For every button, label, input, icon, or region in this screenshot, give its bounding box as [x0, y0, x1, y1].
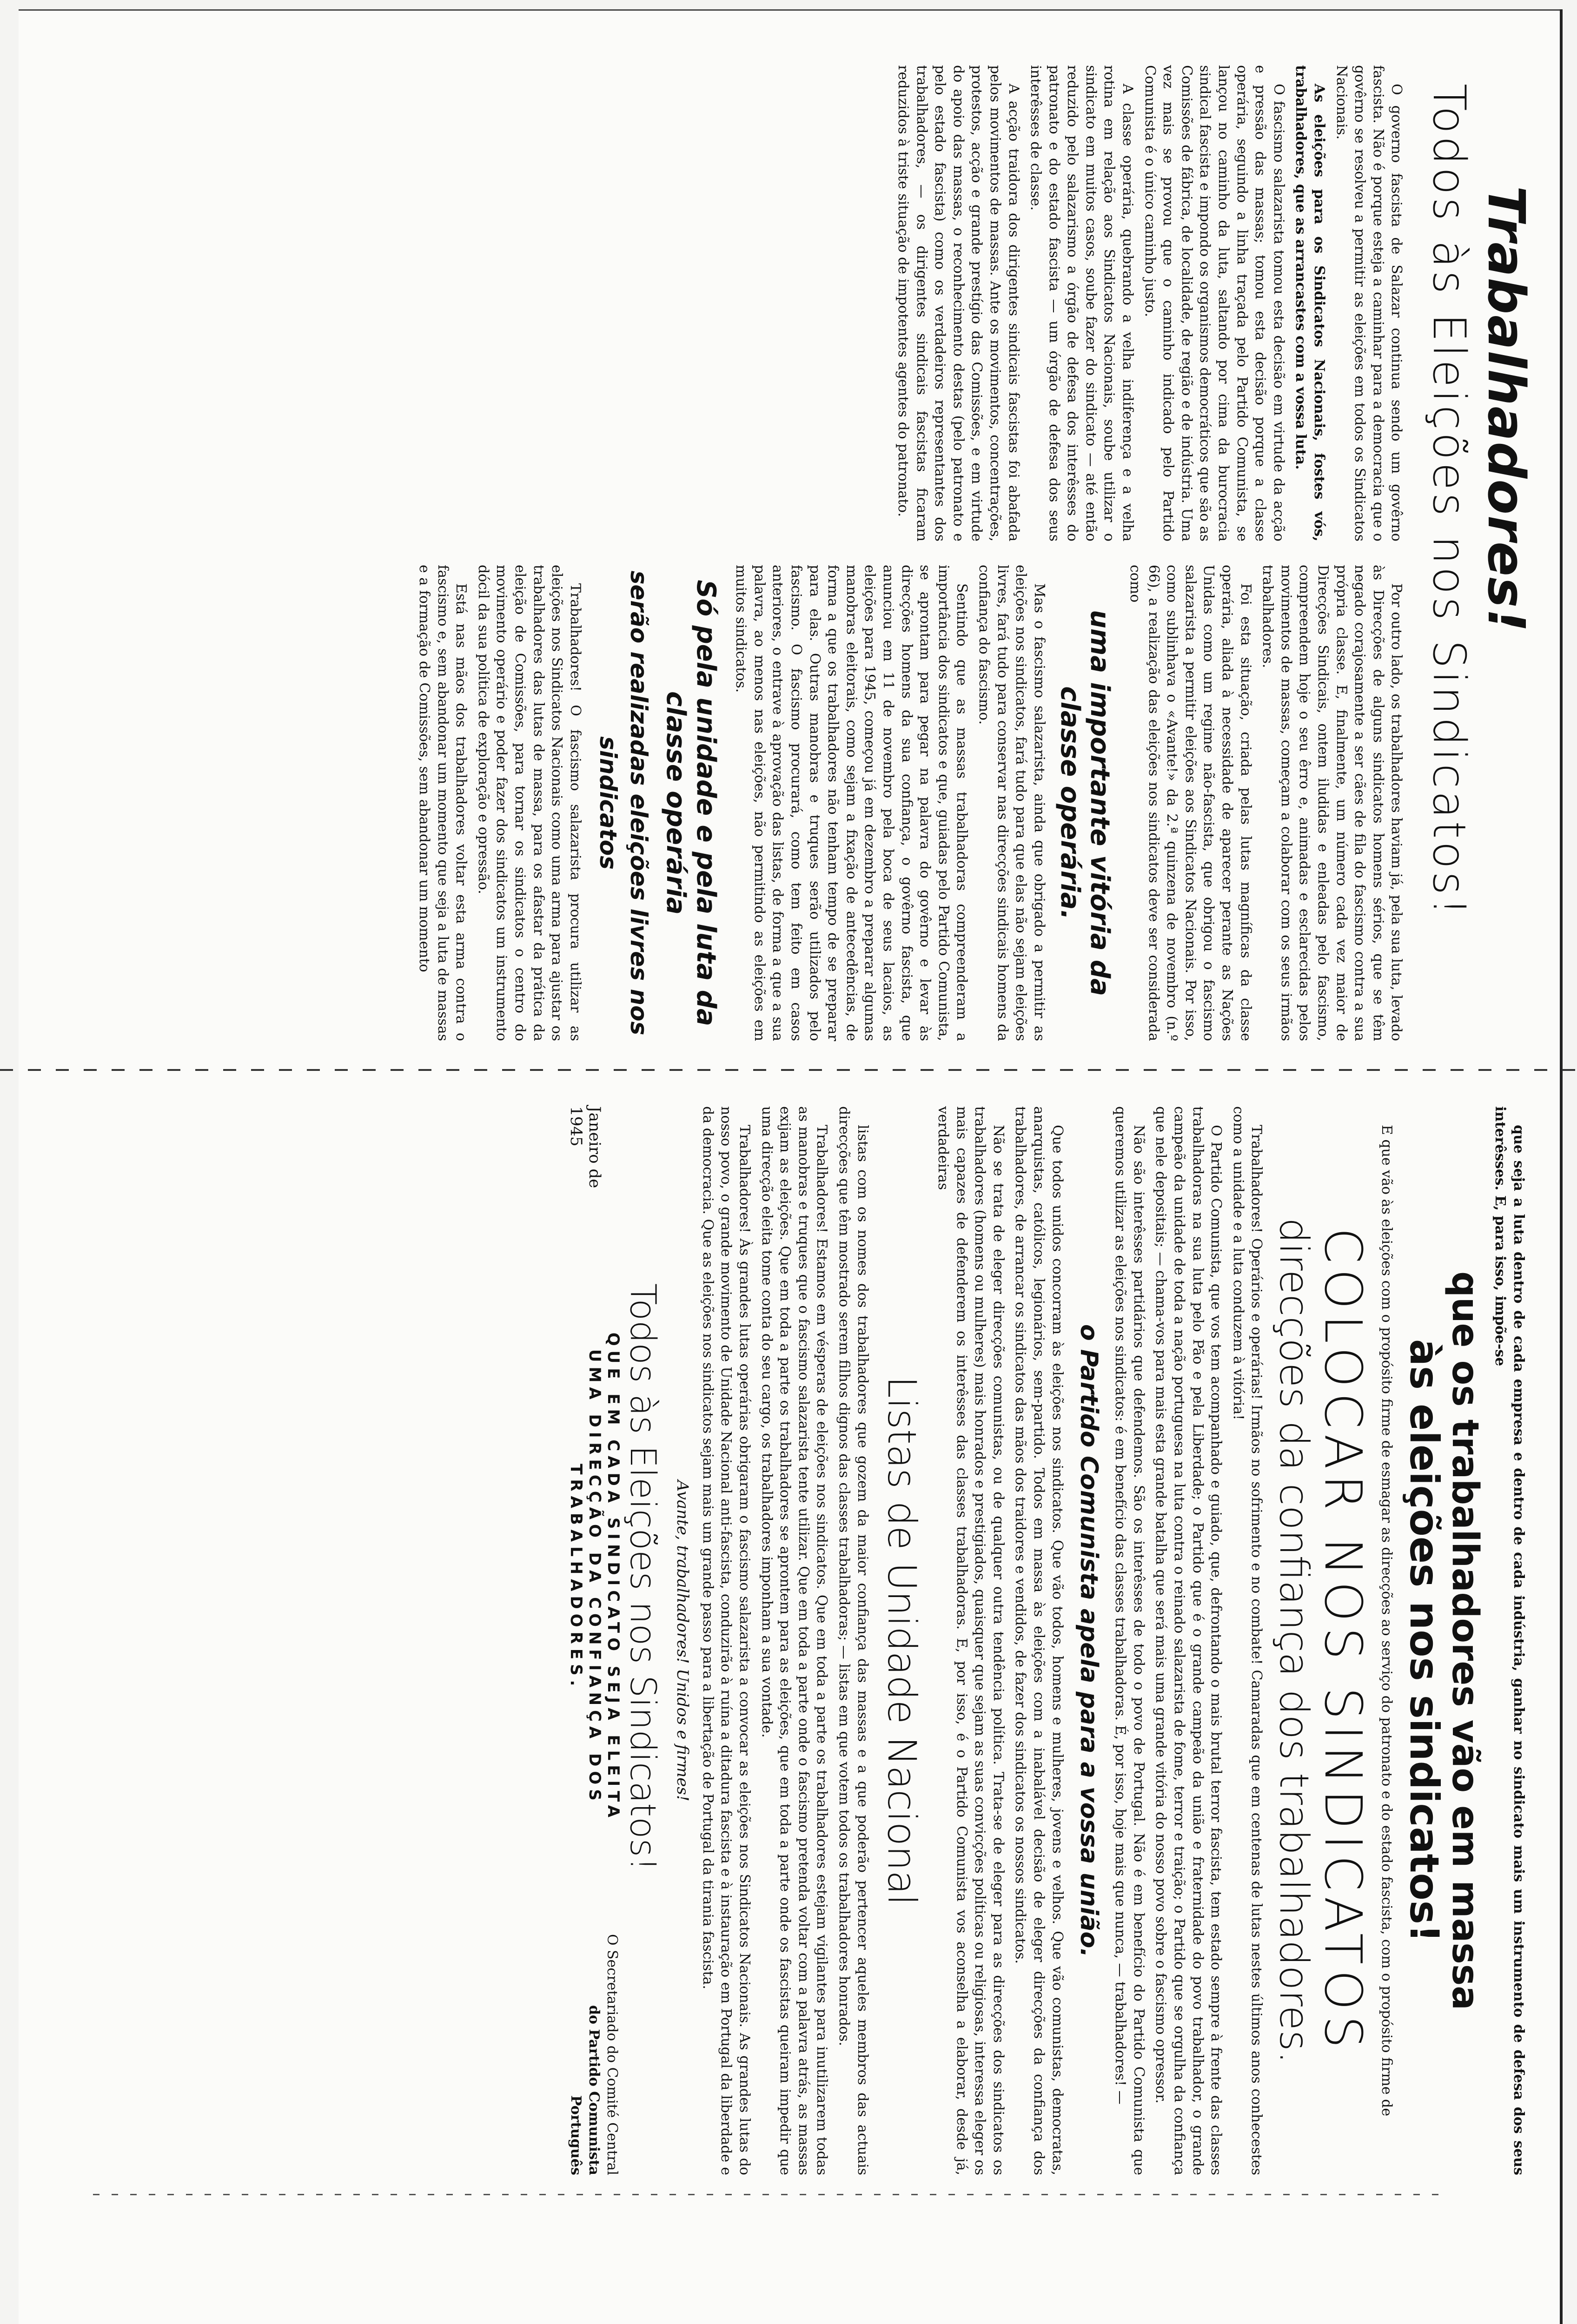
cut-line [93, 2194, 1441, 2195]
paragraph: A classe operária, quebrando a velha indiferença e a velha rotina em relação aos Sindicatos Nacionais, soube utilizar o sindicato em muitos casos, soube fazer do sindicato — até então reduzido pelo salazarismo a órgão de defesa dos interêsses do patronato e do estado fascista — um órgão de defesa dos seus interêsses de classe. [1027, 65, 1136, 541]
closing-block [567, 1233, 664, 1922]
intro [1377, 1106, 1396, 2175]
paragraph: As eleições para os Sindicatos Nacionais, fostes vós, trabalhadores, que as arrancastes com a vossa luta. [1292, 65, 1328, 541]
paragraph: Trabalhadores! Às grandes lutas operárias obrigaram o fascismo salazarista a convocar as eleições nos Sindicatos Nacionais. As grandes lutas do nosso povo, o grande movimento de Unidade Nacional anti-fascista, conduzirão à ruína a ditadura fascista e à instauração em Portugal da liberdade e da democracia. Que as eleições nos sindicatos sejam mais um grande passo para a libertação de Portugal da tirania fascista. [699, 1106, 753, 2175]
top-border [19, 9, 1562, 11]
paragraph: Trabalhadores! O fascismo salazarista procura utilizar as eleições nos Sindicatos Nacionais como uma arma para ajustar os trabalhadores das lutas de massa, para os afastar da prática da eleição de Comissões, para tornar os sindicatos o centro do movimento operário e poder fazer dos sindicatos um instrumento dócil da sua política de exploração e opressão. [475, 565, 583, 1041]
appeal-heading: o Partido Comunista apela para a vossa união. [1074, 1324, 1103, 1958]
paragraph: O Partido Comunista, que vos tem acompanhado e guiado, que, defrontando o mais brutal terror fascista, tem estado sempre à frente das classes trabalhadoras na sua luta pelo Pão e pela Liberdade; o Partido que é o grande campeão da união e fraternidade do povo trabalhador, o grande campeão da unidade de toda a nação portuguesa na luta contra o reinado salazarista de fome, terror e traição; o Partido que se orgulha da confiança que nele depositais; — chama-vos para mais esta grande batalha que será mais uma grande vitória do nosso povo sobre o fascismo opressor. [1153, 1106, 1225, 2175]
page-subtitle: Todos às Eleições nos Sindicatos! [1423, 84, 1475, 918]
paragraph: E que vão às eleições com o propósito firme de esmagar as direcções ao serviço do patronato e do estado fascista, com o propósito firme de [1378, 1125, 1395, 2117]
page-title: Trabalhadores! [1477, 186, 1536, 633]
date: Janeiro de 1945 [567, 1106, 604, 1188]
paragraph: Sentindo que as massas trabalhadoras compreenderam a importância dos sindicatos e que, guiadas pelo Partido Comunista, se aprontam para pegar na palavra do govêrno e levar às direcções homens da sua confiança, o govêrno fascista, que anunciou em 11 de novembro pela boca de seus lacaios, as eleições para 1945, começou já em dezembro a preparar algumas manobras eleitorais, como sejam a fixação de antecedências, de forma a que os trabalhadores não tenham tempo de se preparar para elas. Outras manobras e truques serão utilizados pelo fascismo. O fascismo procurará, como tem feito em casos anteriores, o entrave à aprovação das listas, de forma a que a sua palavra, ao menos nas eleições, não permitindo as eleições em muitos sindicatos. [733, 565, 970, 1041]
column-2 [411, 565, 1406, 1041]
signature [567, 1922, 621, 2175]
leaflet-page-2 [93, 1106, 1534, 2175]
fold-line [0, 1069, 1577, 1071]
headline-2: às eleições nos sindicatos! [1400, 1339, 1447, 1943]
paragraph: Mas o fascismo salazarista, ainda que obrigado a permitir as eleições nos sindicatos, fará tudo para que elas não sejam eleições livres, fará tudo para conservar nas direcções sindicais homens da confiança do fascismo. [975, 565, 1047, 1041]
column-1 [411, 65, 1406, 541]
body-2 [934, 1106, 1067, 2175]
paragraph: Não se trata de eleger direcções comunistas, ou de qualquer outra tendência política. Trata-se de eleger para as direcções dos sindicatos os trabalhadores (homens ou mulheres) mais honrados e prestigiados, quaisquer que sejam as suas convicções políticas ou religiosas, interessa eleger os mais capazes de defenderem os interêsses das classes trabalhadoras. E, por isso, é o Partido Comunista vos aconselha a elaborar, desde já, verdadeiras [935, 1106, 1007, 2175]
paragraph: listas com os nomes dos trabalhadores que gozem da maior confiança das massas e a que poderão pertencer aqueles membros das actuais direcções que têm mostrado serem filhos dignos das classes trabalhadoras; — listas em que votem todos os trabalhadores honrados. [835, 1106, 871, 2175]
paragraph: que seja a luta dentro de cada empresa e dentro de cada indústria, ganhar no sindicato mais um instrumento de defesa dos seus interêsses. E, para isso, impõe-se [1492, 1106, 1527, 2175]
closing-line-2: UMA DIRECÇÃO DA CONFIANÇA DOS TRABALHADORES. [567, 1349, 604, 1805]
paragraph: Foi esta situação, criada pelas lutas magníficas da classe operária, aliada à necessidade de aparecer perante as Nações Unidas como um regime não-fascista, que obrigou o fascismo salazarista a permitir eleições aos Sindicatos Nacionais. Por isso, como sublinhava o «Avante!» da 2.ª quinzena de novembro (n.º 66), a realização das eleições nos sindicatos deve ser considerada como [1127, 565, 1254, 1041]
paragraph: O fascismo salazarista tomou esta decisão em virtude da acção e pressão das massas; tomou esta decisão porque a classe operária, seguindo a linha traçada pelo Partido Comunista, se lançou no caminho da luta, saltando por cima da burocracia sindical fascista e impondo os organismos democráticos que são as Comissões de fábrica, de localidade, de região e de indústria. Uma vez mais se provou que o caminho indicado pelo Partido Comunista é o único caminho justo. [1141, 65, 1287, 541]
paragraph: Está nas mãos dos trabalhadores voltar esta arma contra o fascismo e, sem abandonar um momento que seja a luta de massas e a formação de Comissões, sem abandonar um momento [416, 565, 470, 1041]
closing-slogan: Todos às Eleições nos Sindicatos! [623, 1283, 664, 1871]
footer-row [567, 1106, 664, 2175]
section-subheading: serão realizadas eleições livres nos sindicatos [594, 570, 652, 1036]
section-heading: uma importante vitória da classe operária. [1055, 610, 1115, 996]
headline-3: COLOCAR NOS SINDICATOS [1313, 1228, 1373, 2054]
paragraph: Por outro lado, os trabalhadores haviam já, pela sua luta, levado às Direcções de alguns sindicatos homens sérios, que se têm negado corajosamente a ser cães de fila do fascismo contra a sua própria classe. E, finalmente, um número cada vez maior de Direcções Sindicais, ontem iludidas e enleadas pelo fascismo, compreendem hoje o seu êrro e, animadas e esclarecidas pelos movimentos de massas, começam a colaborar com os seus irmãos trabalhadores. [1259, 565, 1405, 1041]
paragraph: Não são interêsses partidários que defendemos. São os interêsses de todo o povo de Portugal. Não é em benefício do Partido Comunista que queremos utilizar as eleições nos sindicatos: é em benefício das classes trabalhadoras. É, por isso, hoje mais que nunca, — trabalhadores! — [1112, 1106, 1147, 2175]
paragraph: O governo fascista de Salazar continua sendo um govêrno fascista. Não é porque esteja a caminhar para a democracia que o govêrno se resolveu a permitir as eleições em todos os Sindicatos Nacionais. [1333, 65, 1405, 541]
headline-4: direcções da confiança dos trabalhadores. [1271, 1217, 1318, 2064]
body-1 [1111, 1106, 1266, 2175]
signature-line-1: O Secretariado do Comité Central [604, 1934, 621, 2175]
right-border [1560, 9, 1563, 2324]
body-3 [698, 1106, 871, 2175]
paragraph: A acção traidora dos dirigentes sindicais fascistas foi abafada pelos movimentos de massas. Ante os movimentos, concentrações, protestos, acção e grande prestígio das Comissões, e em virtude do apoio das massas, o reconhecimento destas (pelo patronato e pelo estado fascista) como os verdadeiros representantes dos trabalhadores, — os dirigentes sindicais fascistas ficaram reduzidos à triste situação de impotentes agentes do patronato. [895, 65, 1022, 541]
section-heading: Só pela unidade e pela luta da classe operária [661, 580, 721, 1026]
closing-line-1: QUE EM CADA SINDICATO SEJA ELEITA [604, 1332, 623, 1822]
paragraph: Que todos unidos concorram às eleições nos sindicatos. Que vão todos, homens e mulheres, jovens e velhos. Que vão comunistas, democratas, anarquistas, católicos, legionários, sem-partido. Todos em massa às eleições com a inabalável decisão de eleger direcções da confiança dos trabalhadores, de arrancar os sindicatos das mãos dos traidores e vendidos, de fazer dos sindicatos os nossos sindicatos. [1012, 1106, 1066, 2175]
paragraph: Trabalhadores! Operários e operárias! Irmãos no sofrimento e no combate! Camaradas que em centenas de lutas nestes últimos anos conhecestes como a unidade e a luta conduzem à vitória! [1230, 1106, 1265, 2175]
leaflet-page-1 [93, 65, 1534, 1041]
avante-line: Avante, trabalhadores! Unidos e firmes! [673, 1480, 692, 1802]
lead-in [1491, 1106, 1528, 2175]
signature-line-2: do Partido Comunista Português [568, 2005, 603, 2175]
paragraph: Trabalhadores! Estamos em vésperas de eleições nos sindicatos. Que em toda a parte os trabalhadores estejam vigilantes para inutilizarem todas as manobras e truques que o fascismo salazarista tente utilizar. Que em toda a parte onde o fascismo pretenda voltar com a palavra atrás, as massas exijam as eleições. Que em toda a parte os trabalhadores se aprontem para as eleições, que em toda a parte onde os fascistas queiram impedir que uma direcção eleita tome conta do seu cargo, os trabalhadores imponham a sua vontade. [758, 1106, 830, 2175]
headline-1: que os trabalhadores vão em massa [1444, 1271, 1486, 2010]
article-columns [411, 65, 1406, 1041]
listas-heading: Listas de Unidade Nacional [879, 1376, 925, 1906]
